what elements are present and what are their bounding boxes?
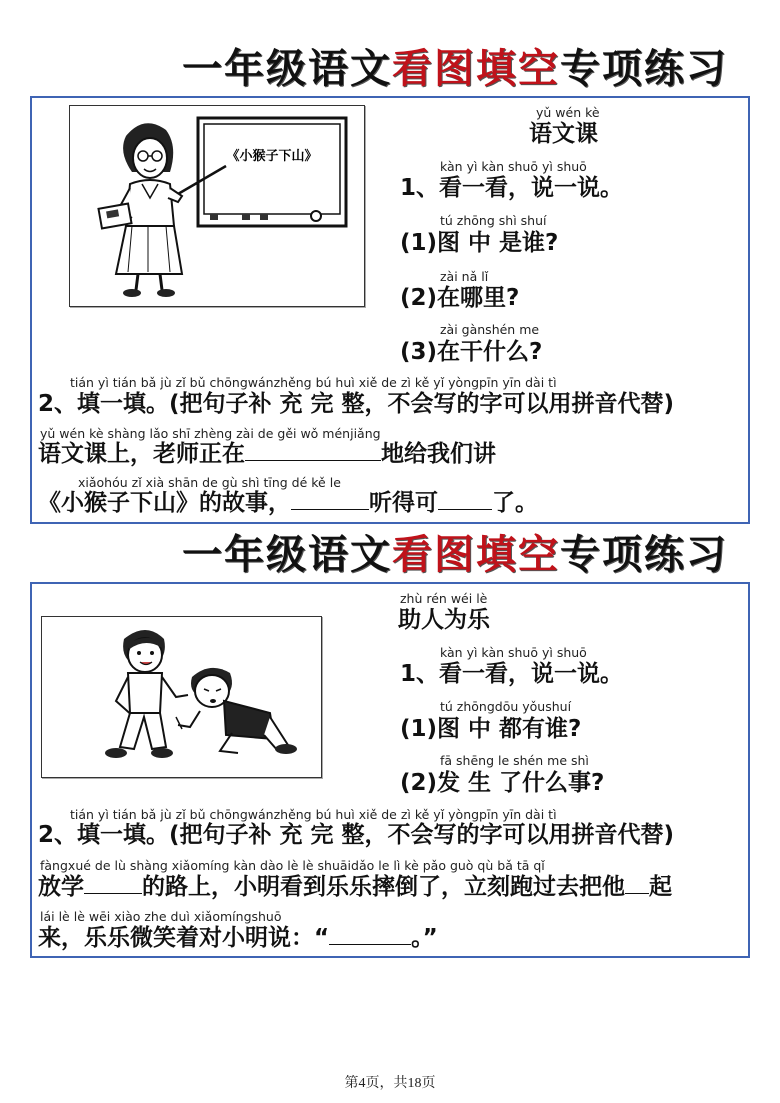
q2-pinyin: tián yì tián bǎ jù zǐ bǔ chōngwánzhěng bú huì xiě de zì kě yǐ yòngpīn yīn dài tì (70, 375, 557, 390)
q1-pinyin: kàn yì kàn shuō yì shuō (440, 159, 587, 174)
topic-pinyin: yǔ wén kè (536, 105, 600, 120)
exercise-box-2 (30, 582, 750, 958)
q2-prompt: 2、填一填。(把句子补 充 完 整，不会写的字可以用拼音代替) (38, 391, 675, 417)
helping-illustration (42, 617, 321, 777)
topic-title: 语文课 (529, 121, 598, 147)
q2-prompt: 2、填一填。(把句子补 充 完 整，不会写的字可以用拼音代替) (38, 822, 675, 848)
answer-blank-2[interactable] (625, 873, 649, 894)
q1-pinyin: kàn yì kàn shuō yì shuō (440, 645, 587, 660)
sentence2 (38, 489, 538, 517)
sentence2-text-c: 了。 (492, 490, 538, 516)
q1a-pinyin: tú zhōng shì shuí (440, 213, 547, 228)
title-suffix: 专项练习 (560, 45, 728, 92)
topic-title: 助人为乐 (398, 607, 490, 633)
answer-blank-1[interactable] (245, 440, 381, 461)
helping-picture (41, 616, 322, 778)
q1b-pinyin: zài nǎ lǐ (440, 269, 489, 284)
sentence1 (38, 873, 672, 901)
sentence2-pinyin: lái lè lè wēi xiào zhe duì xiǎomíngshuō (40, 909, 282, 924)
q1a-pinyin: tú zhōngdōu yǒushuí (440, 699, 572, 714)
q1b-pinyin: fā shēng le shén me shì (440, 753, 589, 768)
page-footer: 第4页，共18页 (344, 1076, 436, 1091)
answer-blank-2[interactable] (291, 489, 369, 510)
q1-prompt: 1、看一看，说一说。 (400, 661, 624, 687)
sentence2-text-b: 。” (411, 925, 438, 951)
worksheet-title-2 (182, 530, 728, 580)
topic-pinyin: zhù rén wéi lè (400, 591, 488, 606)
worksheet-title-1 (182, 44, 728, 94)
title-prefix: 一年级语文 (182, 531, 392, 578)
q1c-question: (3)在干什么? (400, 339, 543, 365)
exercise-box-1 (30, 96, 750, 524)
sentence1-text-a: 放学 (38, 874, 84, 900)
q1a-question: (1)图 中 都有谁? (400, 716, 582, 742)
sentence1-text-a: 语文课上，老师正在 (38, 441, 245, 467)
q1a-question: (1)图 中 是谁? (400, 230, 559, 256)
title-highlight: 看图填空 (392, 45, 560, 92)
sentence1-text-c: 起 (649, 874, 672, 900)
teacher-picture (69, 105, 365, 307)
sentence2-text-a: 《小猴子下山》的故事， (38, 490, 291, 516)
q1b-question: (2)发 生 了什么事? (400, 770, 605, 796)
sentence2-text-b: 听得可 (369, 490, 438, 516)
sentence2-pinyin: xiǎohóu zǐ xià shān de gù shì tīng dé kě le (78, 475, 341, 490)
q1b-question: (2)在哪里? (400, 285, 520, 311)
title-suffix: 专项练习 (560, 531, 728, 578)
sentence1-pinyin: fàngxué de lù shàng xiǎomíng kàn dào lè lè shuāidǎo le lì kè pǎo guò qù bǎ tā qǐ (40, 858, 545, 873)
answer-blank-1[interactable] (84, 873, 142, 894)
sentence2-text-a: 来，乐乐微笑着对小明说：“ (38, 925, 330, 951)
sentence1 (38, 440, 496, 468)
sentence2 (38, 924, 438, 952)
title-highlight: 看图填空 (392, 531, 560, 578)
q1-prompt: 1、看一看，说一说。 (400, 175, 624, 201)
answer-blank-3[interactable] (438, 489, 492, 510)
q2-pinyin: tián yì tián bǎ jù zǐ bǔ chōngwánzhěng bú huì xiě de zì kě yǐ yòngpīn yīn dài tì (70, 807, 557, 822)
sentence1-text-b: 的路上，小明看到乐乐摔倒了，立刻跑过去把他 (142, 874, 625, 900)
sentence1-text-b: 地给我们讲 (381, 441, 496, 467)
board-text: 《小猴子下山》 (226, 149, 318, 164)
answer-blank-3[interactable] (329, 924, 411, 945)
title-prefix: 一年级语文 (182, 45, 392, 92)
teacher-illustration (70, 106, 364, 306)
q1c-pinyin: zài gànshén me (440, 322, 540, 337)
sentence1-pinyin: yǔ wén kè shàng lǎo shī zhèng zài de gěi wǒ ménjiǎng (40, 426, 381, 441)
